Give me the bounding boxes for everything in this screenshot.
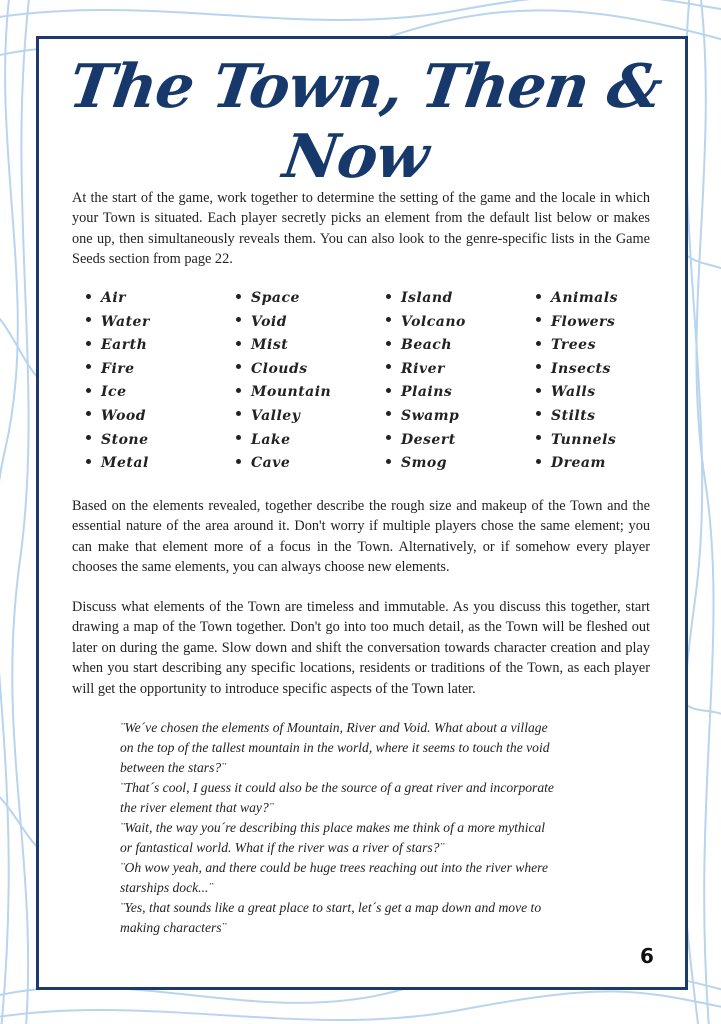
element-item — [86, 334, 150, 358]
element-item — [386, 405, 466, 429]
dialogue-line: or fantastical world. What if the river was a river of stars?¨ — [120, 840, 444, 855]
element-item — [536, 405, 618, 429]
element-item — [86, 287, 150, 311]
element-label: Fire — [101, 360, 135, 377]
element-item — [386, 311, 466, 335]
bullet-icon — [86, 364, 91, 369]
bullet-icon — [536, 341, 541, 346]
element-label: Clouds — [251, 360, 308, 377]
bullet-icon — [236, 341, 241, 346]
element-label: Lake — [251, 431, 291, 448]
element-item — [236, 429, 331, 453]
page-number: 6 — [640, 944, 654, 968]
dialogue-line: ¨Yes, that sounds like a great place to start, let´s get a map down and move to — [120, 900, 542, 915]
dialogue-line: making characters¨ — [120, 920, 227, 935]
wave-line — [0, 0, 721, 20]
element-item — [536, 334, 618, 358]
dialogue-line: the river element that way?¨ — [120, 800, 274, 815]
size-paragraph: Based on the elements revealed, together describe the rough size and makeup of the Town and the essential nature of the area around it. Don't worry if multiple players chose the same element; you can make that element more of a focus in the Town. Alternatively, or if somehow every player chooses the same elements, you can always choose new elements. — [72, 498, 650, 576]
element-item — [386, 429, 466, 453]
dialogue-line: ¨Oh wow yeah, and there could be huge trees reaching out into the river where — [120, 860, 548, 875]
example-dialogue — [120, 718, 620, 938]
element-item — [536, 381, 618, 405]
element-item — [236, 287, 331, 311]
element-label: Swamp — [401, 407, 460, 424]
element-label: Mist — [251, 337, 289, 354]
element-item — [86, 381, 150, 405]
element-item — [236, 381, 331, 405]
element-label: Mountain — [251, 384, 332, 401]
bullet-icon — [86, 294, 91, 299]
element-label: Tunnels — [551, 431, 617, 448]
element-item — [86, 405, 150, 429]
bullet-icon — [86, 459, 91, 464]
element-label: Ice — [101, 384, 127, 401]
element-item — [536, 452, 618, 476]
bullet-icon — [536, 364, 541, 369]
element-item — [86, 311, 150, 335]
element-item — [536, 429, 618, 453]
element-list-1 — [86, 287, 150, 476]
element-label: Stone — [101, 431, 149, 448]
element-item — [386, 287, 466, 311]
bullet-icon — [536, 388, 541, 393]
bullet-icon — [86, 388, 91, 393]
bullet-icon — [386, 435, 391, 440]
bullet-icon — [236, 294, 241, 299]
bullet-icon — [86, 411, 91, 416]
element-label: Insects — [551, 360, 611, 377]
element-label: Animals — [551, 290, 618, 306]
element-item — [86, 358, 150, 382]
element-item — [236, 358, 331, 382]
bullet-icon — [386, 388, 391, 393]
map-paragraph: Discuss what elements of the Town are timeless and immutable. As you discuss this together, start drawing a map of the Town together. Don't go into too much detail, as the Town will be fleshed out later on during the game. Slow down and shift the conversation towards character creation and play when you start describing any specific locations, residents or traditions of the Town, as each player will get the opportunity to introduce specific aspects of the Town later. — [72, 599, 650, 697]
dialogue-line: ¨We´ve chosen the elements of Mountain, River and Void. What about a village — [120, 720, 548, 735]
element-item — [86, 452, 150, 476]
element-item — [386, 358, 466, 382]
bullet-icon — [236, 411, 241, 416]
wave-line — [0, 300, 40, 380]
dialogue-line: on the top of the tallest mountain in the world, where it seems to touch the void — [120, 740, 550, 755]
element-label: Trees — [551, 337, 596, 354]
element-label: Air — [101, 290, 127, 306]
element-item — [536, 287, 618, 311]
element-list-3 — [386, 287, 466, 476]
element-item — [536, 311, 618, 335]
bullet-icon — [536, 294, 541, 299]
page-title: The Town, Then & Now — [64, 52, 666, 192]
bullet-icon — [236, 388, 241, 393]
dialogue-line: starships dock...¨ — [120, 880, 213, 895]
element-label: Wood — [101, 407, 147, 424]
element-item — [536, 358, 618, 382]
dialogue-line: ¨Wait, the way you´re describing this place makes me think of a more mythical — [120, 820, 546, 835]
element-item — [236, 334, 331, 358]
bullet-icon — [236, 459, 241, 464]
bullet-icon — [86, 317, 91, 322]
bullet-icon — [86, 435, 91, 440]
bullet-icon — [536, 411, 541, 416]
element-label: Water — [101, 313, 150, 330]
element-label: Dream — [551, 455, 606, 472]
element-label: Stilts — [551, 407, 596, 424]
intro-paragraph: At the start of the game, work together to determine the setting of the game and the locale in which your Town is situated. Each player secretly picks an element from the default list below or makes one up, then simultaneously reveals them. You can also look to the genre-specific lists in the Game Seeds section from page 22. — [72, 190, 650, 268]
bullet-icon — [386, 411, 391, 416]
element-label: Smog — [401, 455, 448, 472]
bullet-icon — [386, 317, 391, 322]
element-label: Island — [401, 290, 453, 306]
bullet-icon — [236, 435, 241, 440]
bullet-icon — [536, 435, 541, 440]
element-item — [386, 452, 466, 476]
element-label: Desert — [401, 431, 456, 448]
wave-line — [0, 991, 721, 1020]
element-label: Space — [251, 290, 300, 306]
bullet-icon — [236, 364, 241, 369]
element-label: Void — [251, 313, 288, 330]
element-label: River — [401, 360, 445, 377]
dialogue-line: between the stars?¨ — [120, 760, 226, 775]
element-item — [386, 381, 466, 405]
bullet-icon — [386, 459, 391, 464]
bullet-icon — [86, 341, 91, 346]
element-label: Plains — [401, 384, 453, 401]
bullet-icon — [386, 341, 391, 346]
dialogue-line: ¨That´s cool, I guess it could also be the source of a great river and incorporate — [120, 780, 554, 795]
element-label: Valley — [251, 407, 301, 424]
bullet-icon — [536, 317, 541, 322]
element-item — [86, 429, 150, 453]
element-label: Cave — [251, 455, 291, 472]
element-label: Walls — [551, 384, 596, 401]
element-label: Metal — [101, 455, 149, 472]
bullet-icon — [536, 459, 541, 464]
element-list-2 — [236, 287, 331, 476]
element-label: Volcano — [401, 313, 466, 330]
element-item — [236, 405, 331, 429]
element-label: Flowers — [551, 313, 616, 330]
element-item — [386, 334, 466, 358]
element-label: Earth — [101, 337, 148, 354]
element-label: Beach — [401, 337, 453, 354]
element-item — [236, 311, 331, 335]
element-item — [236, 452, 331, 476]
bullet-icon — [236, 317, 241, 322]
element-list-4 — [536, 287, 618, 476]
bullet-icon — [386, 294, 391, 299]
bullet-icon — [386, 364, 391, 369]
